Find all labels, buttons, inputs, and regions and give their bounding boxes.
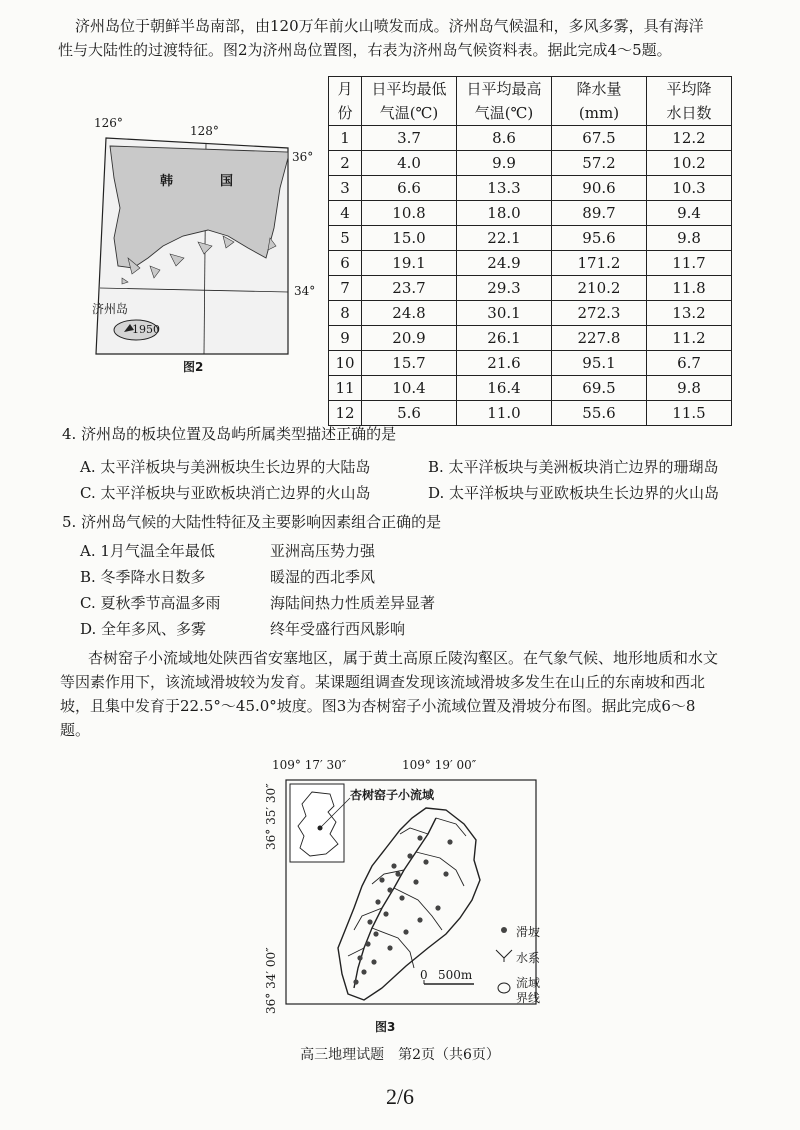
legend-river-label: 水系	[516, 951, 541, 965]
table-cell: 21.6	[457, 351, 552, 376]
intro-line: 性与大陆性的过渡特征。图2为济州岛位置图，右表为济州岛气候资料表。据此完成4～5题。	[58, 41, 672, 59]
table-cell: 11.7	[647, 251, 732, 276]
page-number: 2/6	[385, 1084, 415, 1109]
table-cell: 7	[329, 276, 362, 301]
legend-landslide-symbol	[501, 927, 507, 933]
lat-label-34: 34°	[294, 284, 316, 298]
table-row	[329, 351, 732, 376]
option-4d: D. 太平洋板块与亚欧板块生长边界的火山岛	[428, 484, 720, 502]
option-5a-right: 亚洲高压势力强	[270, 542, 376, 560]
table-row	[329, 126, 732, 151]
legend-landslide-label: 滑坡	[516, 925, 541, 939]
table-row	[329, 251, 732, 276]
legend-river-symbol	[496, 950, 512, 962]
table-cell: 55.6	[552, 401, 647, 426]
table-cell: 9.8	[647, 376, 732, 401]
table-cell: 15.7	[362, 351, 457, 376]
option-5b-right: 暖湿的西北季风	[270, 568, 376, 586]
basin-label: 杏树窑子小流域	[350, 788, 435, 802]
column-header: 平均降 水日数	[647, 77, 732, 126]
intro-line: 等因素作用下，该流域滑坡较为发育。某课题组调查发现该流域滑坡多发生在山丘的东南坡和西北	[60, 673, 706, 691]
table-cell: 210.2	[552, 276, 647, 301]
table-cell: 3.7	[362, 126, 457, 151]
table-cell: 11.0	[457, 401, 552, 426]
scale-zero: 0	[420, 968, 428, 982]
table-cell: 10.3	[647, 176, 732, 201]
table-cell: 4	[329, 201, 362, 226]
intro-line: 杏树窑子小流域地处陕西省安塞地区，属于黄土高原丘陵沟壑区。在气象气候、地形地质和水文	[88, 649, 719, 667]
option-4a: A. 太平洋板块与美洲板块生长边界的大陆岛	[80, 458, 371, 476]
page-footer: 高三地理试题 第2页（共6页）	[300, 1047, 500, 1063]
table-cell: 3	[329, 176, 362, 201]
option-5b-left: B. 冬季降水日数多	[80, 568, 206, 586]
table-row	[329, 201, 732, 226]
lon-label-128: 128°	[190, 124, 219, 138]
table-cell: 10.4	[362, 376, 457, 401]
table-cell: 11.8	[647, 276, 732, 301]
scale-distance: 500m	[438, 968, 473, 982]
table-cell: 67.5	[552, 126, 647, 151]
table-row	[329, 276, 732, 301]
legend-boundary-label-2: 界线	[516, 991, 541, 1005]
table-cell: 9	[329, 326, 362, 351]
table-cell: 227.8	[552, 326, 647, 351]
option-4c: C. 太平洋板块与亚欧板块消亡边界的火山岛	[80, 484, 371, 502]
legend-boundary-label-1: 流域	[516, 976, 541, 990]
option-5c-left: C. 夏秋季节高温多雨	[80, 594, 221, 612]
table-row	[329, 151, 732, 176]
table-cell: 24.9	[457, 251, 552, 276]
table-cell: 16.4	[457, 376, 552, 401]
table-cell: 9.8	[647, 226, 732, 251]
table-cell: 15.0	[362, 226, 457, 251]
table-cell: 11.5	[647, 401, 732, 426]
island-label: 济州岛	[92, 302, 129, 316]
table-cell: 11.2	[647, 326, 732, 351]
country-label-han: 韩	[160, 174, 174, 189]
table-cell: 30.1	[457, 301, 552, 326]
table-row	[329, 226, 732, 251]
map-caption: 图3	[375, 1020, 396, 1034]
table-cell: 13.2	[647, 301, 732, 326]
table-cell: 95.1	[552, 351, 647, 376]
table-cell: 18.0	[457, 201, 552, 226]
table-row	[329, 326, 732, 351]
table-cell: 12.2	[647, 126, 732, 151]
table-cell: 69.5	[552, 376, 647, 401]
lon-label-right: 109° 19′ 00″	[402, 758, 477, 772]
table-cell: 2	[329, 151, 362, 176]
jeju-map-graphic	[88, 118, 316, 380]
table-cell: 13.3	[457, 176, 552, 201]
table-cell: 22.1	[457, 226, 552, 251]
table-cell: 4.0	[362, 151, 457, 176]
table-cell: 171.2	[552, 251, 647, 276]
table-row	[329, 301, 732, 326]
legend-boundary-symbol	[498, 983, 510, 993]
table-cell: 26.1	[457, 326, 552, 351]
lon-label-126: 126°	[94, 116, 123, 130]
table-cell: 23.7	[362, 276, 457, 301]
table-cell: 9.9	[457, 151, 552, 176]
table-cell: 19.1	[362, 251, 457, 276]
table-cell: 8	[329, 301, 362, 326]
option-5a-left: A. 1月气温全年最低	[80, 542, 215, 560]
table-cell: 89.7	[552, 201, 647, 226]
column-header: 日平均最低 气温(℃)	[362, 77, 457, 126]
table-body	[329, 126, 732, 426]
table-cell: 8.6	[457, 126, 552, 151]
table-cell: 1	[329, 126, 362, 151]
table-cell: 24.8	[362, 301, 457, 326]
lat-label-bottom: 36° 34′ 00″	[264, 947, 278, 1014]
intro-paragraph-basin	[60, 646, 775, 742]
basin-map-graphic	[250, 762, 550, 1042]
climate-table	[328, 76, 732, 426]
table-cell: 12	[329, 401, 362, 426]
table-cell: 10.8	[362, 201, 457, 226]
intro-line: 济州岛位于朝鲜半岛南部，由120万年前火山喷发而成。济州岛气候温和，多风多雾，具有海洋	[75, 17, 704, 35]
table-header-row	[329, 77, 732, 126]
option-5c-right: 海陆间热力性质差异显著	[270, 594, 436, 612]
table-cell: 90.6	[552, 176, 647, 201]
option-4b: B. 太平洋板块与美洲板块消亡边界的珊瑚岛	[428, 458, 719, 476]
column-header: 日平均最高 气温(℃)	[457, 77, 552, 126]
table-row	[329, 176, 732, 201]
intro-paragraph-jeju	[58, 14, 765, 62]
table-cell: 10	[329, 351, 362, 376]
table-cell: 11	[329, 376, 362, 401]
table-cell: 6.7	[647, 351, 732, 376]
intro-line: 题。	[60, 721, 91, 739]
intro-line: 坡，且集中发育于22.5°～45.0°坡度。图3为杏树窑子小流域位置及滑坡分布图。据此完成6～8	[60, 697, 696, 715]
question-5-stem: 5. 济州岛气候的大陆性特征及主要影响因素组合正确的是	[62, 513, 442, 531]
jeju-location-map	[88, 118, 316, 380]
table-cell: 272.3	[552, 301, 647, 326]
table-cell: 9.4	[647, 201, 732, 226]
table-cell: 6.6	[362, 176, 457, 201]
lat-label-top: 36° 35′ 30″	[264, 783, 278, 850]
table-cell: 5.6	[362, 401, 457, 426]
option-5d-left: D. 全年多风、多雾	[80, 620, 207, 638]
question-4-stem: 4. 济州岛的板块位置及岛屿所属类型描述正确的是	[62, 425, 397, 443]
column-header: 月 份	[329, 77, 362, 126]
table-cell: 20.9	[362, 326, 457, 351]
table-cell: 95.6	[552, 226, 647, 251]
elevation-label: 1950	[132, 323, 160, 336]
table-cell: 5	[329, 226, 362, 251]
table-row	[329, 376, 732, 401]
table-cell: 10.2	[647, 151, 732, 176]
table-cell: 29.3	[457, 276, 552, 301]
map-caption: 图2	[183, 360, 204, 374]
lat-label-36: 36°	[292, 150, 314, 164]
country-label-guo: 国	[220, 174, 234, 189]
lon-label-left: 109° 17′ 30″	[272, 758, 347, 772]
table-cell: 6	[329, 251, 362, 276]
option-5d-right: 终年受盛行西风影响	[270, 620, 406, 638]
column-header: 降水量 (mm)	[552, 77, 647, 126]
basin-landslide-map	[250, 758, 550, 1042]
table-cell: 57.2	[552, 151, 647, 176]
